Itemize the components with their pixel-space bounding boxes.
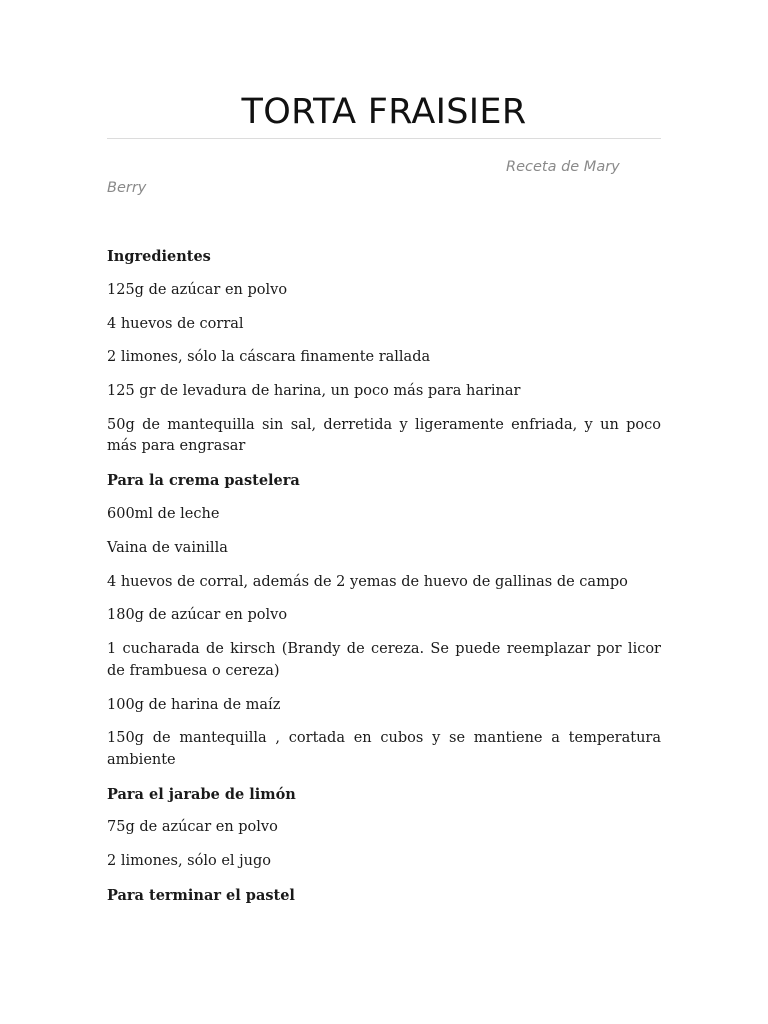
ingredient-item: 125g de azúcar en polvo (107, 281, 288, 298)
ingredient-item: 125 gr de levadura de harina, un poco más para harinar (107, 383, 521, 400)
section-heading-crema-pastelera: Para la crema pastelera (107, 472, 300, 490)
ingredient-item: 100g de harina de maíz (107, 696, 281, 713)
ingredient-item: 1 cucharada de kirsch (Brandy de cereza. Se puede reemplazar por licor de frambuesa o cereza) (107, 641, 661, 679)
ingredient-item: 4 huevos de corral (107, 315, 244, 332)
ingredient-item: 75g de azúcar en polvo (107, 819, 278, 836)
section-heading-jarabe-limon: Para el jarabe de limón (107, 785, 296, 803)
ingredient-item: 4 huevos de corral, además de 2 yemas de huevo de gallinas de campo (107, 573, 628, 590)
recipe-content (107, 246, 661, 919)
ingredient-item: 180g de azúcar en polvo (107, 607, 288, 624)
ingredient-item: 600ml de leche (107, 506, 220, 523)
section-heading-terminar-pastel: Para terminar el pastel (107, 887, 295, 905)
recipe-credit: Receta de Mary Berry (107, 159, 620, 196)
title-divider (107, 138, 661, 139)
ingredient-item: 150g de mantequilla , cortada en cubos y se mantiene a temperatura ambiente (107, 730, 661, 768)
ingredient-item: 2 limones, sólo la cáscara finamente rallada (107, 349, 431, 366)
page-title: TORTA FRAISIER (241, 92, 527, 132)
section-heading-ingredientes: Ingredientes (107, 248, 211, 265)
ingredient-item: Vaina de vainilla (107, 539, 228, 556)
ingredient-item: 50g de mantequilla sin sal, derretida y ligeramente enfriada, y un poco más para engrasar (107, 416, 661, 455)
ingredient-item: 2 limones, sólo el jugo (107, 853, 271, 870)
